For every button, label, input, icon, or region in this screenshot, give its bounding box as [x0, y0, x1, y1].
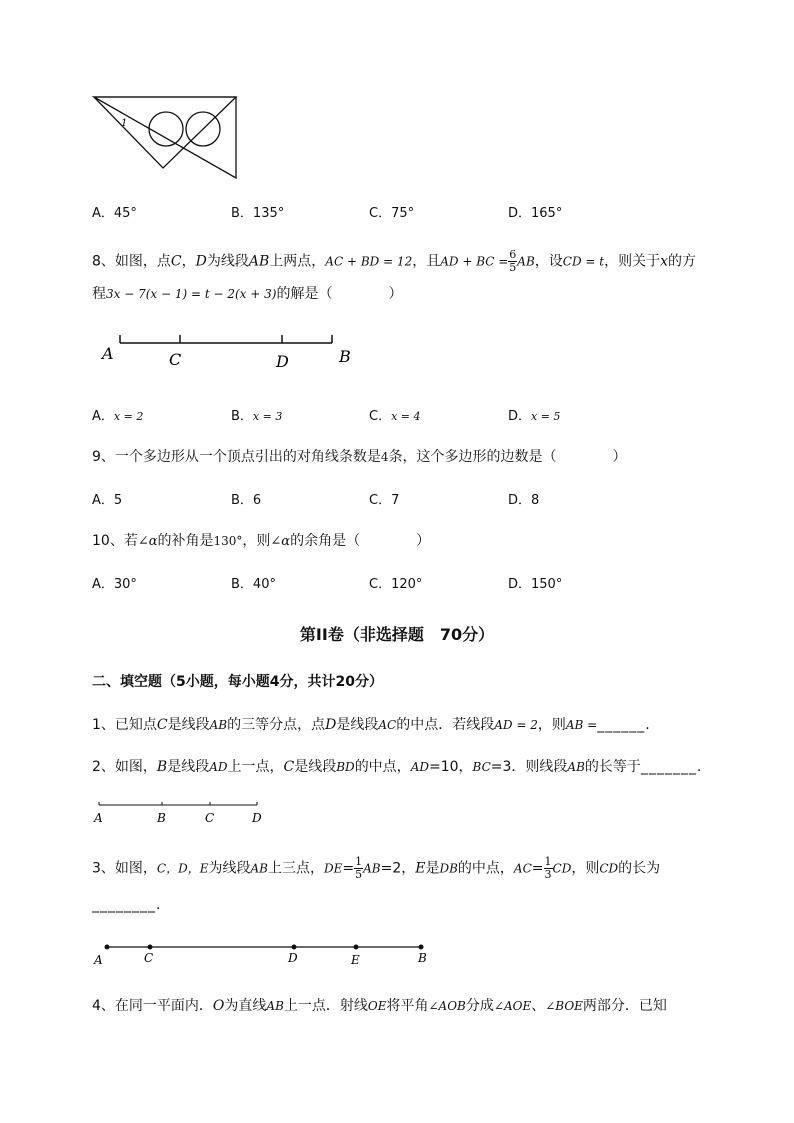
q8-option-c[interactable]: C．x = 4	[369, 409, 421, 424]
point-C-label: C	[205, 811, 215, 825]
fill-q3-answer-blank[interactable]: ________.	[92, 897, 162, 913]
q8-option-b[interactable]: B．x = 3	[231, 409, 283, 424]
fraction-1-5: $\frac{1}{5}$	[355, 855, 363, 881]
q8-line-2: 程3x − 7(x − 1) = t − 2(x + 3)的解是（ ）	[92, 286, 403, 302]
point-D-label: D	[276, 352, 289, 371]
q7-figure	[88, 90, 248, 185]
fill-q3-line-1: 3、如图，C，D，E为线段AB上三点，DE= $\frac{1}{5}$ AB=2，E是DB的中点，AC= $\frac{1}{3}$ CD，则CD的长为	[92, 855, 661, 881]
q8-option-d[interactable]: D．x = 5	[508, 409, 561, 424]
q9-option-a[interactable]: A．5	[92, 493, 123, 508]
angle-1-label: 1	[121, 118, 128, 129]
fraction-1-3: $\frac{1}{3}$	[544, 855, 552, 881]
q9-text: 9、一个多边形从一个顶点引出的对角线条数是4条，这个多边形的边数是（ ）	[92, 449, 627, 465]
point-B-label: B	[418, 951, 427, 965]
q10-option-d[interactable]: D．150°	[508, 577, 563, 592]
point-D-label: D	[288, 951, 298, 965]
q9-option-c[interactable]: C．7	[369, 493, 400, 508]
q10-option-b[interactable]: B．40°	[231, 577, 276, 592]
point-B-label: B	[339, 347, 351, 366]
q8-segment-figure	[98, 328, 368, 376]
fill-q1-text: 1、已知点C是线段AB的三等分点，点D是线段AC的中点．若线段AD = 2，则AB =______.	[92, 717, 651, 733]
q8-line-1: 8、如图，点C，D为线段AB上两点，AC + BD = 12，且AD + BC = $\frac{6}{5}$ AB，设CD = t，则关于x的方	[92, 248, 696, 274]
point-D-label: D	[252, 811, 262, 825]
answer-blank[interactable]: _______.	[640, 759, 703, 775]
fraction-6-5: $\frac{6}{5}$	[509, 248, 517, 274]
q9-option-b[interactable]: B．6	[231, 493, 262, 508]
point-A-label: A	[102, 344, 114, 363]
q10-option-c[interactable]: C．120°	[369, 577, 423, 592]
fill-q2-segment-figure	[92, 798, 272, 828]
part-2-heading: 二、填空题（5小题，每小题4分，共计20分）	[92, 674, 383, 690]
q10-text: 10、若∠α的补角是130°，则∠α的余角是（ ）	[92, 533, 431, 549]
fill-q2-text: 2、如图，B是线段AD上一点，C是线段BD的中点，AD=10，BC=3．则线段AB的长等于_______.	[92, 759, 703, 775]
point-C-label: C	[169, 350, 182, 369]
point-C-label: C	[144, 951, 154, 965]
point-B-label: B	[157, 811, 166, 825]
triangle-left	[94, 97, 236, 168]
point-A-label: A	[94, 811, 103, 825]
q7-option-d[interactable]: D．165°	[508, 206, 563, 221]
q7-option-b[interactable]: B．135°	[231, 206, 285, 221]
q7-option-a[interactable]: A．45°	[92, 206, 137, 221]
section-2-title: 第II卷（非选择题 70分）	[299, 625, 495, 644]
point-E-label: E	[351, 953, 360, 967]
q7-option-c[interactable]: C．75°	[369, 206, 415, 221]
circle-left	[149, 112, 183, 146]
point-A-label: A	[94, 953, 103, 967]
q8-option-a[interactable]: A．x = 2	[92, 409, 144, 424]
answer-blank[interactable]: ______.	[597, 717, 651, 733]
q9-option-d[interactable]: D．8	[508, 493, 540, 508]
fill-q4-text: 4、在同一平面内．O为直线AB上一点．射线OE将平角∠AOB分成∠AOE、∠BOE两部分．已知	[92, 998, 667, 1014]
fill-q3-segment-figure	[92, 938, 437, 970]
q10-option-a[interactable]: A．30°	[92, 577, 137, 592]
